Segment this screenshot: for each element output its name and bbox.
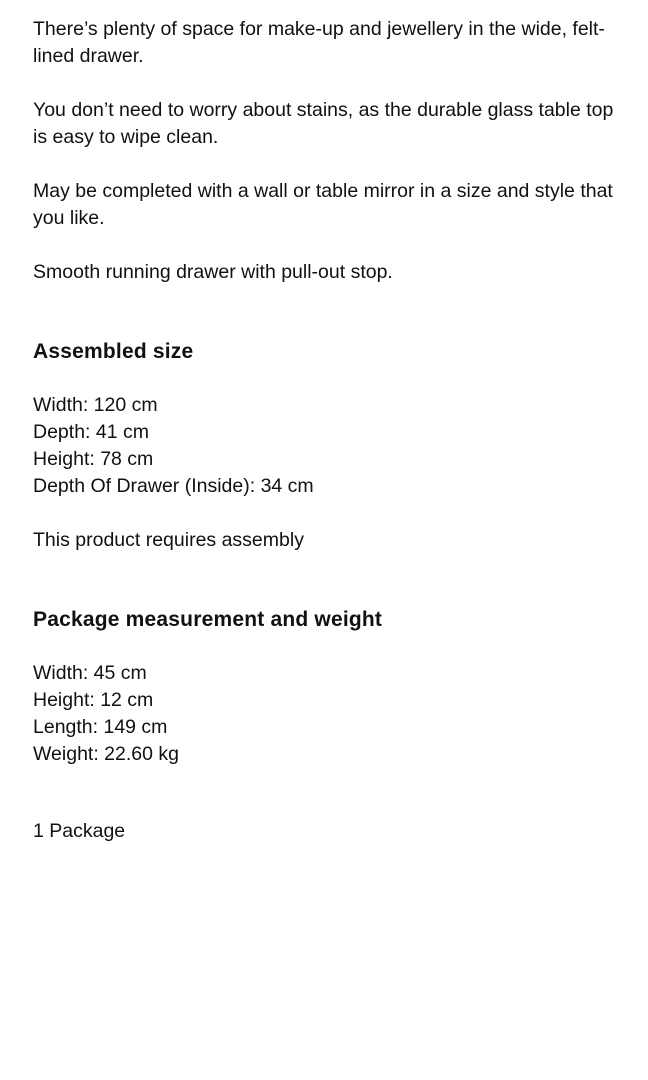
assembled-height: Height: 78 cm — [33, 448, 154, 470]
description-text: You don’t need to worry about stains, as the durable glass table top is easy to wipe clean. — [33, 99, 614, 148]
description-paragraph-3 — [33, 178, 623, 232]
description-text: May be completed with a wall or table mirror in a size and style that you like. — [33, 180, 613, 229]
package-list — [33, 660, 623, 768]
description-text: Smooth running drawer with pull-out stop. — [33, 261, 393, 283]
package-weight: Weight: 22.60 kg — [33, 743, 179, 765]
assembled-drawer-depth: Depth Of Drawer (Inside): 34 cm — [33, 475, 314, 497]
assembled-size-list — [33, 392, 623, 500]
description-paragraph-1 — [33, 16, 623, 70]
package-section — [33, 606, 623, 633]
assembled-size-section — [33, 338, 623, 365]
assembled-size-heading: Assembled size — [33, 340, 194, 363]
package-count — [33, 818, 623, 845]
package-length: Length: 149 cm — [33, 716, 168, 738]
package-height: Height: 12 cm — [33, 689, 154, 711]
assembly-note-text: This product requires assembly — [33, 529, 304, 551]
assembled-depth: Depth: 41 cm — [33, 421, 149, 443]
assembly-note — [33, 527, 623, 554]
package-heading: Package measurement and weight — [33, 608, 383, 631]
description-text: There’s plenty of space for make-up and jewellery in the wide, felt-lined drawer. — [33, 18, 605, 67]
package-count-text: 1 Package — [33, 820, 126, 842]
description-paragraph-4 — [33, 259, 623, 286]
description-paragraph-2 — [33, 97, 623, 151]
assembled-width: Width: 120 cm — [33, 394, 158, 416]
package-width: Width: 45 cm — [33, 662, 147, 684]
